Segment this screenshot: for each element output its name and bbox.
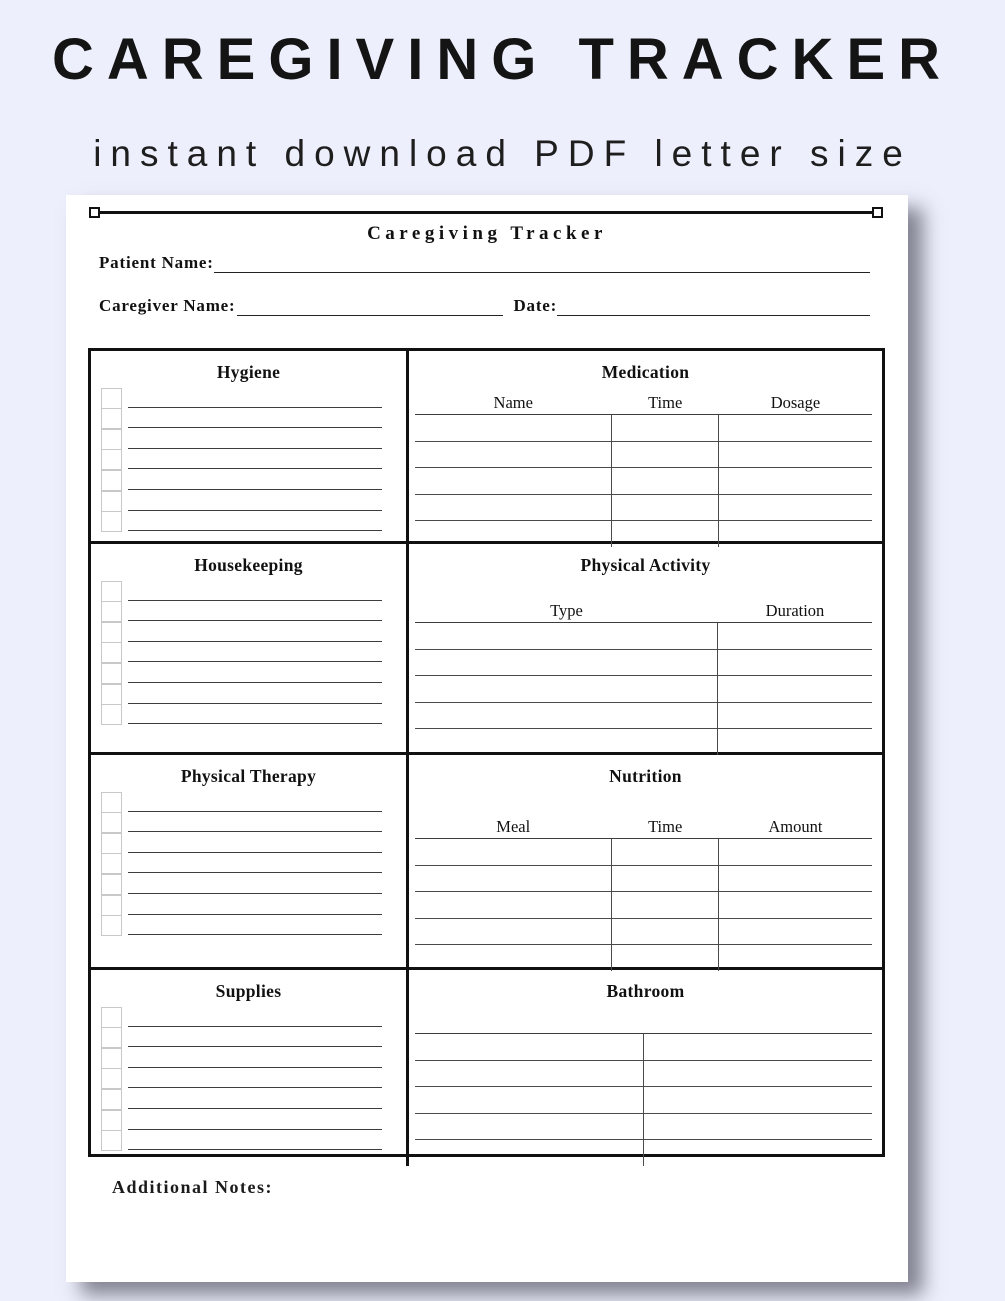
table-row <box>415 623 872 650</box>
table-cell <box>415 919 612 945</box>
additional-notes-label: Additional Notes: <box>112 1177 274 1197</box>
table-cell <box>415 866 612 892</box>
section-bathroom <box>409 970 882 1166</box>
table-row <box>415 1114 872 1141</box>
checklist-row <box>91 832 406 853</box>
checklist-row <box>91 873 406 894</box>
table-cell <box>415 676 718 702</box>
checklist-row <box>91 853 406 874</box>
table-cell <box>415 1140 644 1166</box>
table-row <box>415 1034 872 1061</box>
table-cell <box>718 623 872 649</box>
table-cell <box>415 623 718 649</box>
table-row <box>415 866 872 893</box>
table-row <box>415 415 872 442</box>
checklist-row <box>91 469 406 490</box>
checklist-row <box>91 704 406 725</box>
section-title: Physical Activity <box>580 555 711 575</box>
checkbox <box>101 792 122 813</box>
table-cell <box>719 866 872 892</box>
section-title: Nutrition <box>609 766 682 786</box>
column-label-time: Time <box>648 393 683 412</box>
checkbox <box>101 581 122 602</box>
section-housekeeping <box>91 544 409 752</box>
table-cell <box>718 729 872 755</box>
checklist-row <box>91 1130 406 1151</box>
section-title: Bathroom <box>606 981 685 1001</box>
grid-row-1 <box>91 351 882 544</box>
checklist-row <box>91 1068 406 1089</box>
section-hygiene <box>91 351 409 541</box>
table-cell <box>612 839 719 865</box>
checklist <box>91 1006 406 1150</box>
caregiver-name-label: Caregiver Name: <box>99 296 236 315</box>
checkbox <box>101 915 122 936</box>
table-cell <box>719 495 872 521</box>
checkbox <box>101 1130 122 1151</box>
table-cell <box>612 468 719 494</box>
table-cell <box>612 866 719 892</box>
banner-subtitle: instant download PDF letter size <box>93 133 912 174</box>
column-label-dosage: Dosage <box>770 393 821 412</box>
write-line <box>128 934 382 935</box>
checklist <box>91 387 406 531</box>
table-row <box>415 729 872 755</box>
checklist-row <box>91 387 406 408</box>
checkbox <box>101 1089 122 1110</box>
grid-row-3 <box>91 755 882 970</box>
checklist-row <box>91 791 406 812</box>
table-cell <box>415 839 612 865</box>
checklist-row <box>91 621 406 642</box>
table-cell <box>719 468 872 494</box>
checkbox <box>101 874 122 895</box>
table-row <box>415 919 872 946</box>
entry-table <box>415 414 872 547</box>
table-cell <box>415 650 718 676</box>
checkbox <box>101 853 122 874</box>
table-row <box>415 839 872 866</box>
checklist-row <box>91 662 406 683</box>
column-labels <box>415 816 872 838</box>
grid-row-4 <box>91 970 882 1166</box>
checklist-row <box>91 428 406 449</box>
checkbox <box>101 470 122 491</box>
checkbox <box>101 601 122 622</box>
column-label-name: Name <box>493 393 533 412</box>
checkbox <box>101 895 122 916</box>
checkbox <box>101 812 122 833</box>
checklist-row <box>91 490 406 511</box>
checklist-row <box>91 1006 406 1027</box>
section-supplies <box>91 970 409 1166</box>
patient-name-row <box>99 251 870 273</box>
table-cell <box>415 703 718 729</box>
checkbox <box>101 833 122 854</box>
table-cell <box>644 1087 873 1113</box>
table-cell <box>719 839 872 865</box>
table-cell <box>718 676 872 702</box>
table-cell <box>415 442 612 468</box>
table-cell <box>415 1114 644 1140</box>
table-cell <box>719 442 872 468</box>
table-row <box>415 468 872 495</box>
checklist-row <box>91 1088 406 1109</box>
section-title: Hygiene <box>216 362 281 382</box>
column-labels <box>415 392 872 414</box>
checklist-row <box>91 683 406 704</box>
table-cell <box>719 415 872 441</box>
patient-name-label: Patient Name: <box>99 253 214 272</box>
table-row <box>415 495 872 522</box>
rule-line <box>100 211 872 215</box>
section-title: Supplies <box>215 981 282 1001</box>
checklist-row <box>91 511 406 532</box>
checkbox <box>101 1007 122 1028</box>
section-medication <box>409 351 882 541</box>
checkbox <box>101 684 122 705</box>
checklist-row <box>91 894 406 915</box>
checkbox <box>101 511 122 532</box>
checklist-row <box>91 408 406 429</box>
table-cell <box>415 945 612 971</box>
table-cell <box>415 415 612 441</box>
checklist <box>91 791 406 935</box>
section-title: Housekeeping <box>194 555 303 575</box>
rule-end-square-right <box>872 207 883 218</box>
banner-title: CAREGIVING TRACKER <box>51 27 954 92</box>
table-cell <box>415 892 612 918</box>
caregiver-name-blank <box>237 295 503 316</box>
table-row <box>415 650 872 677</box>
table-cell <box>644 1034 873 1060</box>
checklist-row <box>91 601 406 622</box>
checkbox <box>101 663 122 684</box>
section-physical-activity <box>409 544 882 752</box>
checklist-row <box>91 1047 406 1068</box>
section-physical-therapy <box>91 755 409 967</box>
table-cell <box>612 442 719 468</box>
date-blank <box>557 295 870 316</box>
table-row <box>415 676 872 703</box>
table-cell <box>612 415 719 441</box>
table-cell <box>612 945 719 971</box>
checkbox <box>101 388 122 409</box>
checklist-row <box>91 642 406 663</box>
table-row <box>415 945 872 971</box>
table-row <box>415 1061 872 1088</box>
write-line <box>128 530 382 531</box>
checkbox <box>101 1068 122 1089</box>
table-cell <box>415 1087 644 1113</box>
column-label-time: Time <box>648 817 683 836</box>
table-cell <box>415 1034 644 1060</box>
checkbox <box>101 1048 122 1069</box>
checklist-row <box>91 812 406 833</box>
table-row <box>415 1140 872 1166</box>
decorative-rule <box>89 207 883 218</box>
table-cell <box>415 1061 644 1087</box>
table-cell <box>644 1114 873 1140</box>
table-cell <box>718 703 872 729</box>
section-nutrition <box>409 755 882 967</box>
checkbox <box>101 1110 122 1131</box>
section-title: Medication <box>601 362 690 382</box>
tracker-page <box>66 195 908 1282</box>
entry-table <box>415 838 872 971</box>
checklist <box>91 580 406 724</box>
checkbox <box>101 449 122 470</box>
date-label: Date: <box>513 296 558 315</box>
table-cell <box>719 945 872 971</box>
table-cell <box>415 729 718 755</box>
column-labels <box>415 600 872 622</box>
column-label-type: Type <box>550 601 583 620</box>
tracker-grid <box>88 348 885 1157</box>
table-cell <box>415 468 612 494</box>
table-cell <box>612 919 719 945</box>
entry-table <box>415 622 872 755</box>
grid-row-2 <box>91 544 882 755</box>
checklist-row <box>91 915 406 936</box>
checkbox <box>101 491 122 512</box>
table-cell <box>415 495 612 521</box>
table-row <box>415 892 872 919</box>
table-cell <box>612 495 719 521</box>
table-cell <box>719 892 872 918</box>
column-label-amount: Amount <box>768 817 823 836</box>
write-line <box>128 1149 382 1150</box>
column-label-duration: Duration <box>765 601 825 620</box>
section-title: Physical Therapy <box>180 766 317 786</box>
table-cell <box>612 892 719 918</box>
table-cell <box>719 919 872 945</box>
checkbox <box>101 1027 122 1048</box>
page-title: Caregiving Tracker <box>367 223 607 244</box>
checkbox <box>101 642 122 663</box>
rule-end-square-left <box>89 207 100 218</box>
checklist-row <box>91 1109 406 1130</box>
caregiver-date-row <box>99 294 870 316</box>
checkbox <box>101 704 122 725</box>
checklist-row <box>91 1027 406 1048</box>
write-line <box>128 723 382 724</box>
checkbox <box>101 429 122 450</box>
table-row <box>415 442 872 469</box>
table-row <box>415 703 872 730</box>
table-cell <box>718 650 872 676</box>
table-cell <box>644 1140 873 1166</box>
entry-table <box>415 1033 872 1166</box>
checkbox <box>101 408 122 429</box>
checklist-row <box>91 580 406 601</box>
checkbox <box>101 622 122 643</box>
table-cell <box>644 1061 873 1087</box>
patient-name-blank <box>214 252 870 273</box>
table-row <box>415 1087 872 1114</box>
checklist-row <box>91 449 406 470</box>
column-label-meal: Meal <box>496 817 531 836</box>
